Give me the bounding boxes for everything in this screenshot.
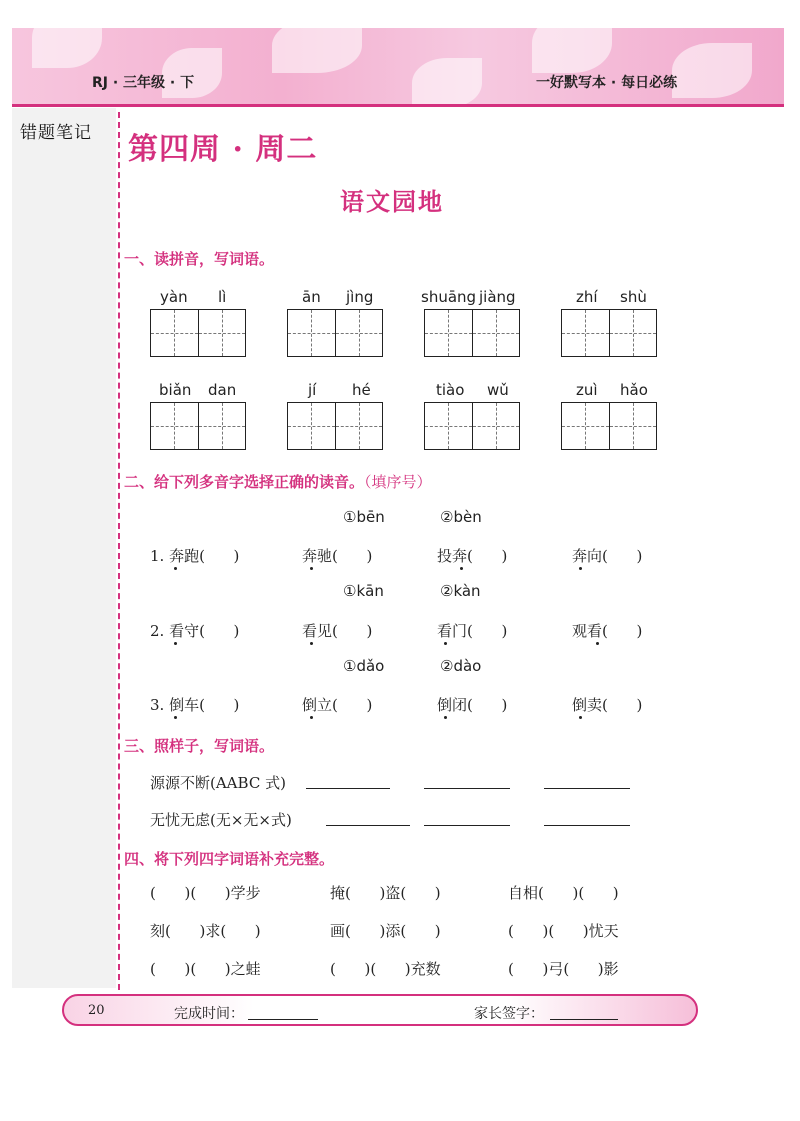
pinyin-6b: hé <box>352 381 371 399</box>
pinyin-8a: zuì <box>576 381 598 399</box>
idiom-item[interactable]: ( )( )学步 <box>150 884 261 902</box>
pinyin-5b: dan <box>208 381 237 399</box>
notes-label: 错题笔记 <box>20 123 92 143</box>
question-2-text: 二、给下列多音字选择正确的读音。 <box>124 473 365 491</box>
idiom-item[interactable]: ( )弓( )影 <box>508 960 619 978</box>
question-2-hint: （填序号） <box>364 473 432 491</box>
header-grade: RJ · 三年级 · 下 <box>92 75 195 91</box>
section-title: 语文园地 <box>340 188 444 216</box>
writing-grid[interactable] <box>561 402 657 450</box>
idiom-item[interactable]: 自相( )( ) <box>508 884 619 902</box>
page-number: 20 <box>88 1003 105 1018</box>
question-3-title: 三、照样子，写词语。 <box>124 737 275 755</box>
pinyin-6a: jí <box>308 381 317 399</box>
emphasis-dot <box>174 642 177 645</box>
week-title: 第四周 · 周二 <box>128 132 318 167</box>
answer-blank[interactable] <box>544 772 630 789</box>
pinyin-1a: yàn <box>160 288 188 306</box>
answer-blank[interactable] <box>424 772 510 789</box>
idiom-item[interactable]: ( )( )之蛙 <box>150 960 261 978</box>
idiom-item[interactable]: 掩( )盗( ) <box>330 884 441 902</box>
idiom-item[interactable]: 刻( )求( ) <box>150 922 261 940</box>
pinyin-3a: shuāng <box>421 288 477 306</box>
answer-item[interactable]: 奔向( ) <box>572 547 643 565</box>
answer-item[interactable]: 倒立( ) <box>302 696 373 714</box>
pinyin-2b: jìng <box>346 288 374 306</box>
option-2: ②bèn <box>440 508 482 526</box>
header-banner <box>12 28 784 107</box>
option-2: ②dào <box>440 657 482 675</box>
emphasis-dot <box>596 642 599 645</box>
answer-blank[interactable] <box>326 809 410 826</box>
writing-grid[interactable] <box>287 309 383 357</box>
answer-item[interactable]: 3. 倒车( ) <box>150 696 240 714</box>
answer-blank[interactable] <box>306 772 390 789</box>
pinyin-3b: jiàng <box>479 288 516 306</box>
writing-grid[interactable] <box>150 309 246 357</box>
emphasis-dot <box>174 716 177 719</box>
writing-grid[interactable] <box>150 402 246 450</box>
answer-item[interactable]: 看见( ) <box>302 622 373 640</box>
emphasis-dot <box>579 567 582 570</box>
pinyin-4a: zhí <box>576 288 598 306</box>
question-1-title: 一、读拼音，写词语。 <box>124 250 275 268</box>
completion-time-label: 完成时间： <box>174 1006 244 1022</box>
option-1: ①bēn <box>343 508 385 526</box>
emphasis-dot <box>310 716 313 719</box>
idiom-item[interactable]: 画( )添( ) <box>330 922 441 940</box>
divider <box>118 112 120 990</box>
answer-blank[interactable] <box>544 809 630 826</box>
writing-grid[interactable] <box>561 309 657 357</box>
emphasis-dot <box>310 567 313 570</box>
answer-blank[interactable] <box>424 809 510 826</box>
idiom-item[interactable]: ( )( )忧天 <box>508 922 619 940</box>
answer-item[interactable]: 倒卖( ) <box>572 696 643 714</box>
option-1: ①dǎo <box>343 657 385 675</box>
header-series: 一好默写本 · 每日必练 <box>536 75 678 91</box>
parent-signature-field[interactable] <box>550 1003 618 1020</box>
pinyin-2a: ān <box>302 288 321 306</box>
idiom-item[interactable]: ( )( )充数 <box>330 960 441 978</box>
pinyin-8b: hǎo <box>620 381 648 399</box>
answer-item[interactable]: 投奔( ) <box>437 547 508 565</box>
writing-grid[interactable] <box>424 402 520 450</box>
answer-item[interactable]: 看门( ) <box>437 622 508 640</box>
option-2: ②kàn <box>440 582 481 600</box>
completion-time-field[interactable] <box>248 1003 318 1020</box>
emphasis-dot <box>174 567 177 570</box>
writing-grid[interactable] <box>287 402 383 450</box>
example-pattern: 无忧无虑(无×无×式) <box>150 811 292 829</box>
answer-item[interactable]: 2. 看守( ) <box>150 622 240 640</box>
emphasis-dot <box>444 716 447 719</box>
notes-sidebar <box>12 108 116 988</box>
pinyin-5a: biǎn <box>159 381 192 399</box>
emphasis-dot <box>579 716 582 719</box>
pinyin-7a: tiào <box>436 381 465 399</box>
pinyin-4b: shù <box>620 288 647 306</box>
emphasis-dot <box>460 567 463 570</box>
answer-item[interactable]: 1. 奔跑( ) <box>150 547 240 565</box>
emphasis-dot <box>444 642 447 645</box>
pinyin-7b: wǔ <box>487 381 509 399</box>
example-pattern: 源源不断(AABC 式) <box>150 774 286 792</box>
answer-item[interactable]: 倒闭( ) <box>437 696 508 714</box>
parent-signature-label: 家长签字： <box>474 1006 544 1022</box>
question-2-title <box>124 471 432 492</box>
question-4-title: 四、将下列四字词语补充完整。 <box>124 850 335 868</box>
writing-grid[interactable] <box>424 309 520 357</box>
emphasis-dot <box>310 642 313 645</box>
answer-item[interactable]: 奔驰( ) <box>302 547 373 565</box>
pinyin-1b: lì <box>218 288 227 306</box>
answer-item[interactable]: 观看( ) <box>572 622 643 640</box>
option-1: ①kān <box>343 582 384 600</box>
